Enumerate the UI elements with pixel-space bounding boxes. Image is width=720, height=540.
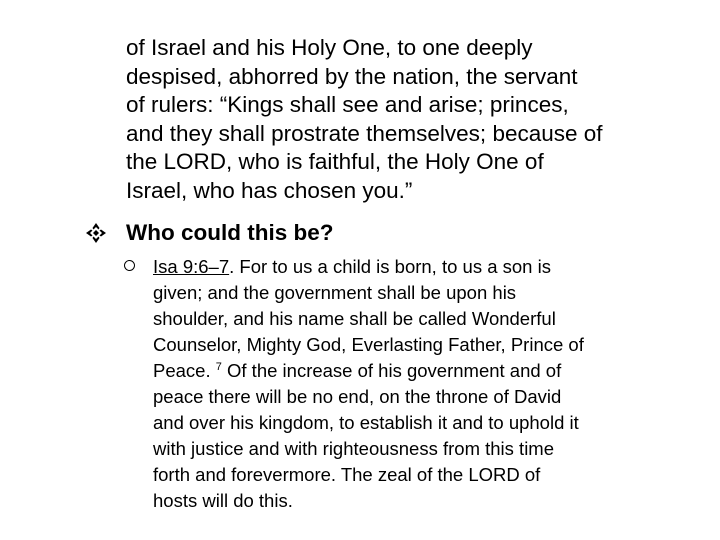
quote-line: and over his kingdom, to establish it and to uphold it xyxy=(153,412,579,433)
diamond-bullet-icon xyxy=(86,223,106,243)
paragraph-line: despised, abhorred by the nation, the servant xyxy=(126,63,578,89)
verse-number: 7 xyxy=(215,360,222,373)
paragraph-line: of rulers: “Kings shall see and arise; princes, xyxy=(126,92,569,117)
quote-text: Of the increase of his government and of xyxy=(221,360,562,381)
quote-text: Peace. xyxy=(153,360,211,381)
quote-line: Counselor, Mighty God, Everlasting Father, Prince of xyxy=(153,334,584,355)
scripture-quote xyxy=(153,254,693,514)
bullet-heading: Who could this be? xyxy=(126,220,334,245)
quote-line: with justice and with righteousness from this time xyxy=(153,438,555,459)
continued-paragraph xyxy=(126,34,696,205)
quote-line: forth and forevermore. The zeal of the LORD of xyxy=(153,464,541,485)
quote-line xyxy=(153,358,693,384)
quote-line: given; and the government shall be upon his xyxy=(153,282,517,303)
paragraph-line: of Israel and his Holy One, to one deeply xyxy=(126,35,533,60)
quote-line: peace there will be no end, on the throne of David xyxy=(153,386,562,407)
quote-line xyxy=(153,254,693,280)
paragraph-line: the LORD, who is faithful, the Holy One of xyxy=(126,149,544,174)
paragraph-line: and they shall prostrate themselves; because of xyxy=(126,120,603,146)
paragraph-line: Israel, who has chosen you.” xyxy=(126,177,413,203)
quote-line: hosts will do this. xyxy=(153,490,293,511)
bullet-item xyxy=(86,219,686,249)
quote-line: shoulder, and his name shall be called Wonderful xyxy=(153,308,556,329)
scripture-reference-link[interactable]: Isa 9:6–7 xyxy=(153,256,230,277)
circle-bullet-icon xyxy=(124,260,135,271)
quote-text: . For to us a child is born, to us a son is xyxy=(229,256,551,277)
